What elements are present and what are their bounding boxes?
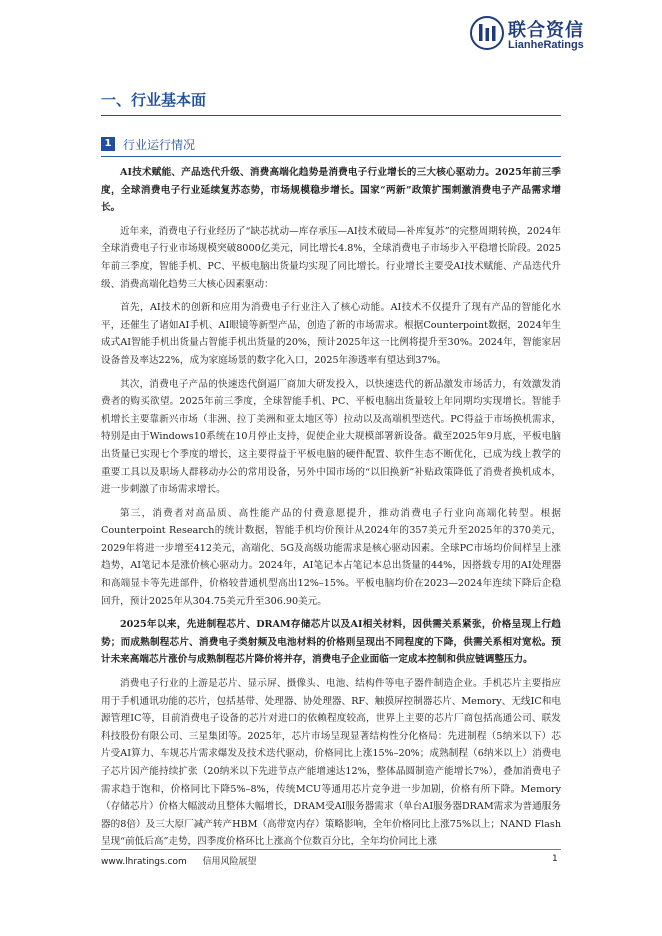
paragraph: 第三，消费者对高品质、高性能产品的付费意愿提升，推动消费电子行业向高端化转型。根据Counterpoint Research的统计数据，智能手机均价预计从2024年的357美元升至2025年的370美元，2029年将进一步增至412美元，高端化、5G及高级功能需求是核心驱动因素。全球PC市场均价间样呈上涨趋势，AI笔记本是涨价核心驱动力。2024年，AI笔记本占笔记本总出货量的44%，因搭载专用的AI处理器和高端显卡等先进部件，价格较普通机型高出12%–15%。平板电脑均价在2023—2024年连续下降后企稳回升，预计2025年从304.75美元升至306.90美元。 [101, 507, 561, 607]
brand-name-cn: 联合资信 [508, 20, 584, 41]
subsection-heading [101, 137, 561, 157]
paragraph-summary-2: 2025年以来，先进制程芯片、DRAM存储芯片以及AI相关材料，因供需关系紧张，价格呈现上行趋势；而成熟制程芯片、消费电子类射频及电池材料的价格则呈现出不同程度的下降，供需关系相对宽松。预计未来高端芯片涨价与成熟制程芯片降价将并存，消费电子企业面临一定成本控制和供应链调整压力。 [101, 619, 561, 666]
paragraph: 其次，消费电子产品的快速迭代倒逼厂商加大研发投入，以快速迭代的新品激发市场活力，有效激发消费者的购买欲望。2025年前三季度，全球智能手机、PC、平板电脑出货量较上年同期均实现增长。智能手机增长主要靠新兴市场（非洲、拉丁美洲和亚太地区等）拉动以及高端机型迭代。PC得益于市场换机需求，特别是由于Windows10系统在10月停止支持，促使企业大规模部署新设备。截至2025年9月底，平板电脑出货量已实现七个季度的增长，这主要得益于平板电脑的硬件配置、软件生态不断优化，已成为线上教学的重要工具以及职场人群移动办公的常用设备，另外中国市场的“以旧换新”补贴政策降低了消费者换机成本，进一步刺激了市场需求增长。 [101, 378, 561, 496]
subsection-number: 1 [101, 137, 115, 151]
footer-divider [101, 849, 561, 850]
paragraph-summary-1: AI技术赋能、产品迭代升级、消费高端化趋势是消费电子行业增长的三大核心驱动力。2025年前三季度，全球消费电子行业延续复苏态势，市场规模稳步增长。国家“两新”政策扩围刺激消费电子产品需求增长。 [101, 167, 561, 214]
lianhe-logo-icon [470, 16, 504, 50]
page-header [0, 0, 662, 60]
subsection-title: 行业运行情况 [123, 138, 196, 152]
brand-logo [470, 14, 600, 54]
body-content [101, 164, 561, 857]
footer-info [101, 854, 257, 867]
brand-name-en: LianheRatings [508, 39, 584, 51]
section-title: 一、行业基本面 [101, 91, 207, 109]
footer-website[interactable]: www.lhratings.com [101, 857, 187, 867]
title-divider [101, 115, 561, 116]
paragraph: 首先，AI技术的创新和应用为消费电子行业注入了核心动能。AI技术不仅提升了现有产品的智能化水平，还催生了诸如AI手机、AI眼镜等新型产品，创造了新的市场需求。根据Counterpoint数据，2024年生成式AI智能手机出货量占智能手机出货量的20%，预计2025年这一比例将提升至30%。2024年，智能家居设备普及率达22%，成为家庭场景的数字化入口，2025年渗透率有望达到37%。 [101, 302, 561, 366]
page-number: 1 [552, 854, 558, 864]
paragraph: 消费电子行业的上游是芯片、显示屏、摄像头、电池、结构件等电子器件制造企业。手机芯片主要指应用于手机通讯功能的芯片，包括基带、处理器、协处理器、RF、触摸屏控制器芯片、Memory、无线IC和电源管理IC等，目前消费电子设备的芯片对进口的依赖程度较高，世界上主要的芯片厂商包括高通公司、联发科技股份有限公司、三星集团等。2025年，芯片市场呈现显著结构性分化格局：先进制程（5纳米以下）芯片受AI算力、车规芯片需求爆发及技术迭代驱动，价格同比上涨15%–20%；成熟制程（6纳米以上）消费电子芯片因产能持续扩张（20纳米以下先进节点产能增速达12%，整体晶圆制造产能增长7%），叠加消费电子需求趋于饱和，价格同比下降5%–8%，传统MCU等通用芯片竞争进一步加剧，价格有所下降。Memory（存储芯片）价格大幅波动且整体大幅增长，DRAM受AI服务器需求（单台AI服务器DRAM需求为普通服务器的8倍）及三大原厂减产转产HBM（高带宽内存）策略影响，全年价格同比上涨75%以上；NAND Flash呈现“前低后高”走势，四季度价格环比上涨高个位数百分比，全年均价同比上涨 [101, 678, 561, 848]
footer-journal: 信用风险展望 [202, 857, 257, 867]
paragraph: 近年来，消费电子行业经历了“缺芯扰动—库存承压—AI技术破局—补库复苏”的完整周期转换，2024年全球消费电子行业市场规模突破8000亿美元，同比增长4.8%，全球消费电子市场步入平稳增长阶段。2025年前三季度，智能手机、PC、平板电脑出货量均实现了同比增长。行业增长主要受AI技术赋能、产品迭代升级、消费高端化趋势三大核心因素驱动： [101, 225, 561, 290]
